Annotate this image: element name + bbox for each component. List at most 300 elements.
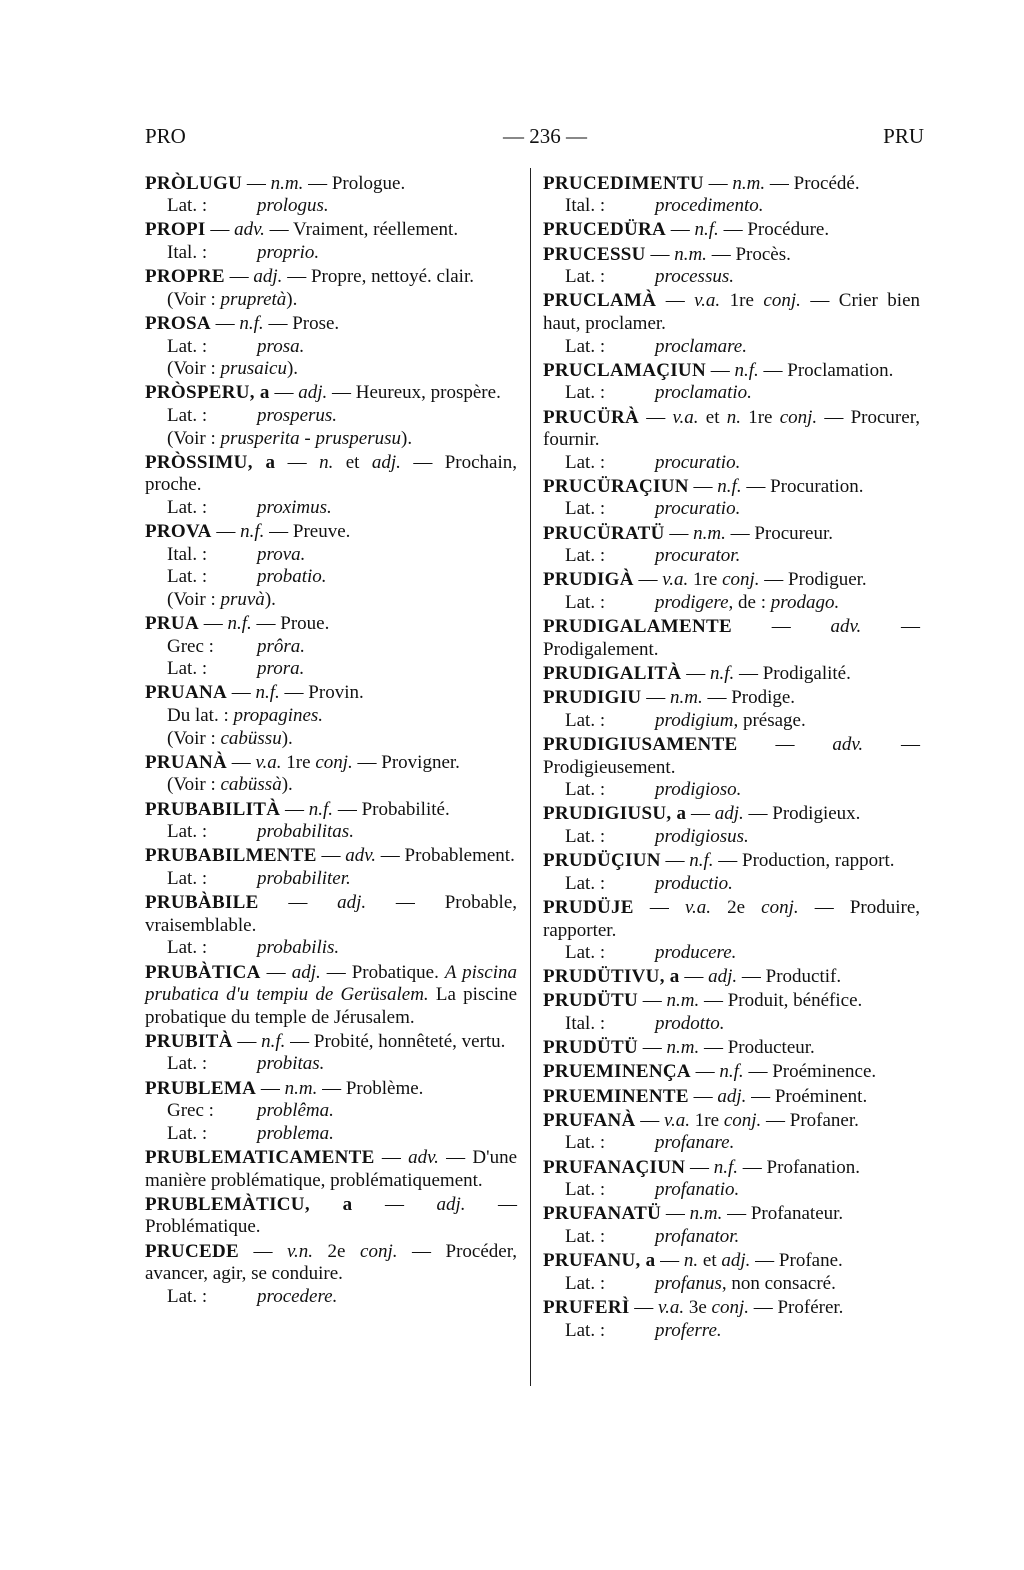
etymology-line bbox=[145, 566, 517, 589]
etymology-word: productio. bbox=[655, 872, 733, 894]
definition-text: — bbox=[665, 290, 695, 312]
definition-text: — bbox=[246, 172, 271, 194]
definition-text: — Profane. bbox=[750, 1250, 843, 1272]
headword: PRÒLUGU bbox=[145, 172, 243, 194]
etymology-word: prôra. bbox=[257, 635, 306, 657]
etymology-line bbox=[543, 710, 920, 733]
definition-text: — Heureux, prospère. bbox=[327, 382, 501, 404]
grammar-label: v.a. bbox=[664, 1109, 691, 1131]
grammar-label: adj. bbox=[436, 1193, 466, 1215]
etymology-label: Lat. : bbox=[167, 937, 208, 959]
etymology-line bbox=[543, 942, 920, 965]
headword: PRÒSPERU, a bbox=[145, 382, 270, 404]
definition-text: — Profanateur. bbox=[722, 1203, 844, 1225]
etymology-line bbox=[543, 873, 920, 896]
headword: PRUFERÌ bbox=[543, 1296, 630, 1318]
etymology-line bbox=[543, 1132, 920, 1155]
grammar-label: adj. bbox=[717, 1085, 747, 1107]
definition-text: — bbox=[650, 243, 675, 265]
definition-text: — bbox=[260, 1077, 285, 1099]
headword: PROPI bbox=[145, 219, 206, 241]
etymology-line bbox=[145, 1286, 517, 1309]
headword: PRUBÀBILE bbox=[145, 892, 259, 914]
definition-text: — bbox=[693, 475, 718, 497]
grammar-label: n. bbox=[683, 1250, 699, 1272]
grammar-label: n.f. bbox=[255, 682, 280, 704]
etymology-line bbox=[543, 336, 920, 359]
headword: PRUBÀTICA bbox=[145, 961, 261, 983]
definition-text: — Prose. bbox=[263, 312, 340, 334]
entry-definition bbox=[145, 799, 517, 822]
dictionary-entry bbox=[543, 803, 920, 848]
definition-text: — bbox=[231, 682, 256, 704]
headword: PRUBLEMATICAMENTE bbox=[145, 1147, 375, 1169]
entry-definition bbox=[543, 687, 920, 710]
headword: PRUBLEMÀTICU, a bbox=[145, 1193, 353, 1215]
dictionary-entry bbox=[145, 752, 517, 797]
dictionary-entry bbox=[543, 1061, 920, 1084]
entry-definition bbox=[145, 892, 517, 937]
grammar-label: n.f. bbox=[261, 1030, 286, 1052]
dictionary-entry bbox=[543, 569, 920, 614]
etymology-word: prosperus. bbox=[257, 404, 338, 426]
definition-text: — bbox=[646, 687, 670, 709]
definition-text: — bbox=[634, 1296, 659, 1318]
definition-text: 1re bbox=[281, 751, 316, 773]
grammar-label: n.f. bbox=[713, 1156, 739, 1178]
definition-text: — Prodiguer. bbox=[759, 569, 867, 591]
headword: PROPRE bbox=[145, 266, 225, 288]
cross-ref-prefix: (Voir : bbox=[167, 727, 221, 749]
definition-text: — Prologue. bbox=[303, 172, 406, 194]
etymology-label: Ital. : bbox=[565, 1013, 606, 1035]
grammar-label: n.f. bbox=[734, 359, 759, 381]
cross-ref-suffix: ). bbox=[281, 727, 293, 749]
etymology-label: Lat. : bbox=[565, 1132, 606, 1154]
right-column bbox=[543, 171, 920, 1342]
dictionary-entry bbox=[145, 892, 517, 960]
etymology-label: Lat. : bbox=[167, 404, 208, 426]
grammar-label: n.f. bbox=[709, 663, 735, 684]
etymology-line bbox=[543, 1320, 920, 1343]
entry-definition bbox=[543, 1061, 920, 1084]
etymology-label: Lat. : bbox=[565, 1179, 606, 1201]
grammar-label: adj. bbox=[337, 892, 367, 914]
definition-text: — bbox=[642, 1037, 667, 1059]
grammar-label: adj. bbox=[291, 961, 321, 983]
definition-text: — bbox=[670, 219, 695, 241]
dictionary-entry bbox=[145, 613, 517, 681]
etymology-line bbox=[145, 1100, 517, 1123]
grammar-label: adj. bbox=[721, 1250, 751, 1272]
dictionary-entry bbox=[145, 266, 517, 311]
entry-definition bbox=[145, 962, 517, 1030]
entry-definition bbox=[543, 1203, 920, 1226]
headword: PRUDÜTU bbox=[543, 990, 638, 1012]
grammar-label: n.f. bbox=[694, 219, 719, 241]
entry-definition bbox=[145, 382, 517, 405]
definition-text: — bbox=[771, 616, 831, 638]
dictionary-entry bbox=[543, 850, 920, 895]
etymology-word: propagines. bbox=[233, 705, 324, 726]
cross-ref-word: cabüssu bbox=[220, 727, 282, 749]
etymology-word: proferre. bbox=[655, 1319, 722, 1341]
definition-text: — Proclamation. bbox=[758, 359, 894, 381]
dictionary-entry bbox=[543, 360, 920, 405]
headword: PRUBABILMENTE bbox=[145, 845, 317, 867]
grammar-label: adj. bbox=[714, 803, 744, 825]
headword: PRUFANAÇIUN bbox=[543, 1156, 686, 1178]
etymology-word: prosa. bbox=[257, 335, 305, 357]
entry-definition bbox=[543, 734, 920, 779]
dictionary-entry bbox=[145, 313, 517, 381]
headword: PRUBITÀ bbox=[145, 1030, 233, 1052]
dictionary-entry bbox=[543, 1157, 920, 1202]
dictionary-entry bbox=[543, 1110, 920, 1155]
dictionary-entry bbox=[543, 734, 920, 802]
definition-text: — bbox=[686, 663, 710, 684]
dictionary-entry bbox=[543, 523, 920, 568]
etymology-word: procuratio. bbox=[655, 498, 741, 520]
definition-text: — bbox=[285, 798, 309, 820]
etymology-note: , de : bbox=[728, 592, 771, 614]
etymology-word: proclamare. bbox=[655, 335, 747, 357]
etymology-line bbox=[145, 195, 517, 218]
left-column bbox=[145, 171, 517, 1308]
definition-text: — bbox=[384, 1193, 437, 1215]
entry-definition bbox=[543, 897, 920, 942]
etymology-label: Ital. : bbox=[167, 543, 208, 565]
definition-text: — Procuration. bbox=[741, 475, 864, 497]
definition-text: — Prodigieux. bbox=[743, 803, 861, 825]
entry-definition bbox=[543, 616, 920, 661]
definition-text: — bbox=[638, 569, 663, 591]
headword: PRUDIGÀ bbox=[543, 569, 634, 591]
definition-text: — bbox=[229, 266, 254, 288]
headword: PRUCEDE bbox=[145, 1240, 239, 1262]
grammar-label: n.m. bbox=[689, 1203, 723, 1225]
definition-text: — Vraiment, réellement. bbox=[264, 219, 459, 241]
dictionary-entry bbox=[543, 1203, 920, 1248]
grammar-label: n.m. bbox=[270, 172, 304, 194]
etymology-word: profanus bbox=[655, 1272, 722, 1294]
dictionary-entry bbox=[145, 799, 517, 844]
entry-definition bbox=[543, 219, 920, 242]
etymology-word: prodotto. bbox=[655, 1013, 725, 1035]
grammar-label: adj. bbox=[371, 451, 401, 473]
headword: PRUCEDÜRA bbox=[543, 219, 667, 241]
definition-text: — bbox=[684, 966, 709, 988]
entry-definition bbox=[145, 682, 517, 705]
dictionary-entry bbox=[145, 382, 517, 450]
page-number: — 236 — bbox=[503, 124, 587, 148]
grammar-label: adv. bbox=[830, 616, 862, 638]
grammar-label: conj. bbox=[779, 406, 818, 428]
dictionary-entry bbox=[543, 219, 920, 242]
etymology-label: Lat. : bbox=[167, 195, 208, 217]
etymology-word: processus. bbox=[655, 266, 734, 288]
etymology-line bbox=[543, 1273, 920, 1296]
etymology-line bbox=[543, 1179, 920, 1202]
definition-text: — Probabilité. bbox=[333, 798, 450, 820]
etymology-line bbox=[145, 358, 517, 381]
entry-definition bbox=[145, 1031, 517, 1054]
etymology-word: proclamatio. bbox=[655, 382, 752, 404]
etymology-label: Lat. : bbox=[565, 825, 606, 847]
definition-text: et bbox=[333, 451, 372, 473]
column-divider bbox=[530, 168, 531, 1386]
definition-text: — bbox=[640, 1109, 665, 1131]
grammar-label: n. bbox=[726, 406, 741, 428]
cross-ref-suffix: ). bbox=[286, 288, 298, 310]
headword: PRUBLEMA bbox=[145, 1077, 257, 1099]
etymology-line bbox=[543, 498, 920, 521]
etymology-line bbox=[145, 497, 517, 520]
grammar-label: conj. bbox=[763, 290, 801, 312]
etymology-line bbox=[145, 821, 517, 844]
etymology-label: Lat. : bbox=[565, 498, 606, 520]
entry-definition bbox=[543, 990, 920, 1013]
cross-ref-prefix: (Voir : bbox=[167, 427, 221, 449]
definition-text: — Procès. bbox=[706, 243, 791, 265]
etymology-word: probabilis. bbox=[257, 937, 340, 959]
definition-text: — Proférer. bbox=[748, 1296, 844, 1318]
definition-text: — bbox=[649, 896, 685, 918]
grammar-label: adj. bbox=[708, 966, 738, 988]
definition-text: — bbox=[646, 406, 673, 428]
entry-definition bbox=[145, 452, 517, 497]
etymology-line bbox=[145, 289, 517, 312]
headword: PRUDÜÇIUN bbox=[543, 850, 661, 872]
headword: PRUDIGALAMENTE bbox=[543, 616, 732, 638]
entry-definition bbox=[145, 219, 517, 242]
definition-text: — bbox=[288, 892, 338, 914]
definition-text: — bbox=[665, 1203, 690, 1225]
etymology-label: Lat. : bbox=[167, 658, 208, 680]
definition-text: — bbox=[381, 1147, 409, 1169]
definition-text: — Procédé. bbox=[765, 172, 860, 194]
definition-text: — bbox=[215, 312, 240, 334]
dictionary-entry bbox=[543, 990, 920, 1035]
entry-definition bbox=[145, 266, 517, 289]
grammar-label: adj. bbox=[298, 382, 328, 404]
definition-text: — bbox=[216, 521, 241, 543]
definition-text: — bbox=[695, 1061, 720, 1083]
headword: PRUDIGIUSU, a bbox=[543, 803, 687, 825]
definition-text: — Producteur. bbox=[699, 1037, 815, 1059]
definition-text: — Preuve. bbox=[264, 521, 351, 543]
definition-text: — Prodige. bbox=[702, 687, 796, 709]
grammar-label: n.m. bbox=[693, 522, 726, 544]
etymology-word: prodigium bbox=[655, 709, 734, 731]
cross-ref-suffix: ). bbox=[264, 588, 276, 610]
entry-definition bbox=[145, 752, 517, 775]
grammar-label: conj. bbox=[723, 1109, 762, 1131]
headword: PRUCESSU bbox=[543, 243, 646, 265]
grammar-label: v.a. bbox=[658, 1296, 685, 1318]
entry-definition bbox=[543, 966, 920, 989]
etymology-label: Lat. : bbox=[565, 709, 606, 731]
headword: PRUDIGIU bbox=[543, 687, 642, 709]
definition-text: — bbox=[693, 1085, 718, 1107]
etymology-label: Lat. : bbox=[167, 496, 208, 518]
etymology-word: prodigioso. bbox=[655, 779, 742, 801]
cross-ref-word: cabüssà bbox=[220, 774, 282, 796]
etymology-line bbox=[543, 592, 920, 615]
definition-text: — Crier bien haut, proclamer. bbox=[543, 290, 921, 334]
grammar-label: n.m. bbox=[732, 172, 766, 194]
etymology-label: Lat. : bbox=[565, 592, 606, 614]
etymology-line bbox=[543, 1226, 920, 1249]
dictionary-entry bbox=[543, 290, 920, 358]
etymology-line bbox=[145, 868, 517, 891]
definition-text: — Prodigalité. bbox=[734, 663, 851, 684]
grammar-label: n.f. bbox=[308, 798, 334, 820]
entry-definition bbox=[543, 523, 920, 546]
definition-text: — Prodigalement. bbox=[543, 616, 921, 660]
grammar-label: n.f. bbox=[689, 850, 714, 872]
etymology-word: procuratio. bbox=[655, 451, 741, 473]
headword: PRUCEDIMENTU bbox=[543, 172, 704, 194]
cross-ref-word: pruvà bbox=[220, 588, 265, 610]
etymology-line bbox=[145, 705, 517, 728]
definition-text: et bbox=[698, 406, 727, 428]
entry-definition bbox=[543, 1297, 920, 1320]
grammar-label: n.f. bbox=[240, 521, 265, 543]
etymology-label: Lat. : bbox=[565, 266, 606, 288]
entry-definition bbox=[145, 613, 517, 636]
etymology-label: Grec : bbox=[167, 635, 214, 657]
cross-ref-suffix: ). bbox=[281, 774, 293, 796]
headword: PRUCÜRÀ bbox=[543, 406, 640, 428]
dictionary-entry bbox=[145, 1031, 517, 1076]
definition-text: — Problématique. bbox=[145, 1193, 518, 1238]
definition-text: — bbox=[710, 359, 735, 381]
entry-definition bbox=[145, 1078, 517, 1101]
definition-text: — bbox=[274, 382, 299, 404]
etymology-label: Lat. : bbox=[167, 867, 208, 889]
entry-definition bbox=[543, 1110, 920, 1133]
dictionary-entry bbox=[543, 1086, 920, 1109]
etymology-word: probabiliter. bbox=[257, 867, 351, 889]
entry-definition bbox=[145, 1241, 517, 1286]
headword: PRUCLAMAÇIUN bbox=[543, 359, 706, 381]
etymology-word: prologus. bbox=[257, 195, 329, 217]
etymology-label: Lat. : bbox=[167, 335, 208, 357]
dictionary-entry bbox=[145, 452, 517, 520]
etymology-label: Lat. : bbox=[565, 382, 606, 404]
dictionary-entry bbox=[543, 966, 920, 989]
grammar-label: n. bbox=[319, 451, 334, 473]
etymology-label: Lat. : bbox=[167, 1122, 208, 1144]
dictionary-entry bbox=[543, 616, 920, 661]
etymology-word: probabilitas. bbox=[257, 821, 354, 843]
etymology-word: profanator. bbox=[655, 1225, 740, 1247]
grammar-label: n.f. bbox=[227, 613, 252, 635]
headword: PRUANA bbox=[145, 682, 228, 704]
etymology-word: profanare. bbox=[655, 1132, 735, 1154]
entry-definition bbox=[543, 360, 920, 383]
etymology-label: Lat. : bbox=[565, 1225, 606, 1247]
etymology-label: Lat. : bbox=[565, 779, 606, 801]
etymology-word: producere. bbox=[655, 942, 737, 964]
headword: PRUDÜTIVU, a bbox=[543, 966, 680, 988]
etymology-line bbox=[145, 1123, 517, 1146]
grammar-label: adv. bbox=[345, 845, 377, 867]
dictionary-entry bbox=[543, 663, 920, 686]
definition-text: — Prochain, proche. bbox=[145, 451, 518, 496]
grammar-label: n.m. bbox=[674, 243, 707, 265]
definition-text: — Productif. bbox=[737, 966, 842, 988]
definition-text: — Production, rapport. bbox=[713, 850, 895, 872]
grammar-label: adv. bbox=[408, 1147, 439, 1169]
etymology-word: procedimento. bbox=[655, 195, 764, 217]
etymology-line bbox=[543, 195, 920, 218]
running-head-right: PRU bbox=[883, 124, 924, 148]
definition-text: 1re bbox=[690, 1109, 724, 1131]
cross-ref-word: prupretà bbox=[220, 288, 287, 310]
dictionary-entry bbox=[543, 897, 920, 965]
etymology-label: Lat. : bbox=[167, 821, 208, 843]
entry-definition bbox=[145, 521, 517, 544]
headword: PROSA bbox=[145, 312, 211, 334]
etymology-word: procedere. bbox=[257, 1285, 338, 1307]
grammar-label: n.f. bbox=[719, 1061, 744, 1083]
definition-text: — Procurer, fournir. bbox=[543, 406, 921, 451]
headword: PRUEMINENÇA bbox=[543, 1061, 691, 1083]
headword: PRUEMINENTE bbox=[543, 1085, 689, 1107]
entry-definition bbox=[543, 1157, 920, 1180]
headword: PRUDIGALITÀ bbox=[543, 663, 682, 684]
definition-text: 2e bbox=[711, 896, 762, 918]
grammar-label: adv. bbox=[234, 219, 265, 241]
etymology-word: probitas. bbox=[257, 1053, 325, 1075]
etymology-line bbox=[543, 452, 920, 475]
cross-ref-word: prusperita - prusperusu bbox=[220, 427, 401, 449]
dictionary-entry bbox=[543, 173, 920, 218]
grammar-label: conj. bbox=[711, 1296, 749, 1318]
etymology-line bbox=[543, 1013, 920, 1036]
grammar-label: conj. bbox=[315, 751, 353, 773]
definition-text: — bbox=[237, 1030, 262, 1052]
cross-ref-prefix: (Voir : bbox=[167, 774, 221, 796]
dictionary-entry bbox=[145, 1078, 517, 1146]
headword: PRUBABILITÀ bbox=[145, 798, 281, 820]
definition-text: 1re bbox=[740, 406, 780, 428]
grammar-label: n.f. bbox=[239, 312, 264, 334]
etymology-label: Lat. : bbox=[565, 872, 606, 894]
definition-text: — bbox=[253, 1240, 287, 1262]
dictionary-entry bbox=[145, 219, 517, 264]
definition-text: — Procureur. bbox=[725, 522, 833, 544]
dictionary-entry bbox=[543, 1250, 920, 1295]
headword: PROVA bbox=[145, 521, 212, 543]
headword: PRUCLAMÀ bbox=[543, 290, 657, 312]
headword: PRUDIGIUSAMENTE bbox=[543, 733, 738, 755]
etymology-line bbox=[543, 382, 920, 405]
headword: PRÒSSIMU, a bbox=[145, 451, 276, 473]
definition-text: — Proéminent. bbox=[746, 1085, 868, 1107]
definition-text: — Proue. bbox=[251, 613, 330, 635]
definition-text: — bbox=[665, 850, 690, 872]
entry-definition bbox=[543, 1250, 920, 1273]
definition-text: — Probable, vraisemblable. bbox=[145, 892, 517, 936]
definition-text: — Provigner. bbox=[352, 751, 460, 773]
entry-definition bbox=[543, 569, 920, 592]
definition-text: — bbox=[708, 172, 733, 194]
definition-text: — Problème. bbox=[317, 1077, 424, 1099]
definition-text: — bbox=[690, 1156, 714, 1178]
